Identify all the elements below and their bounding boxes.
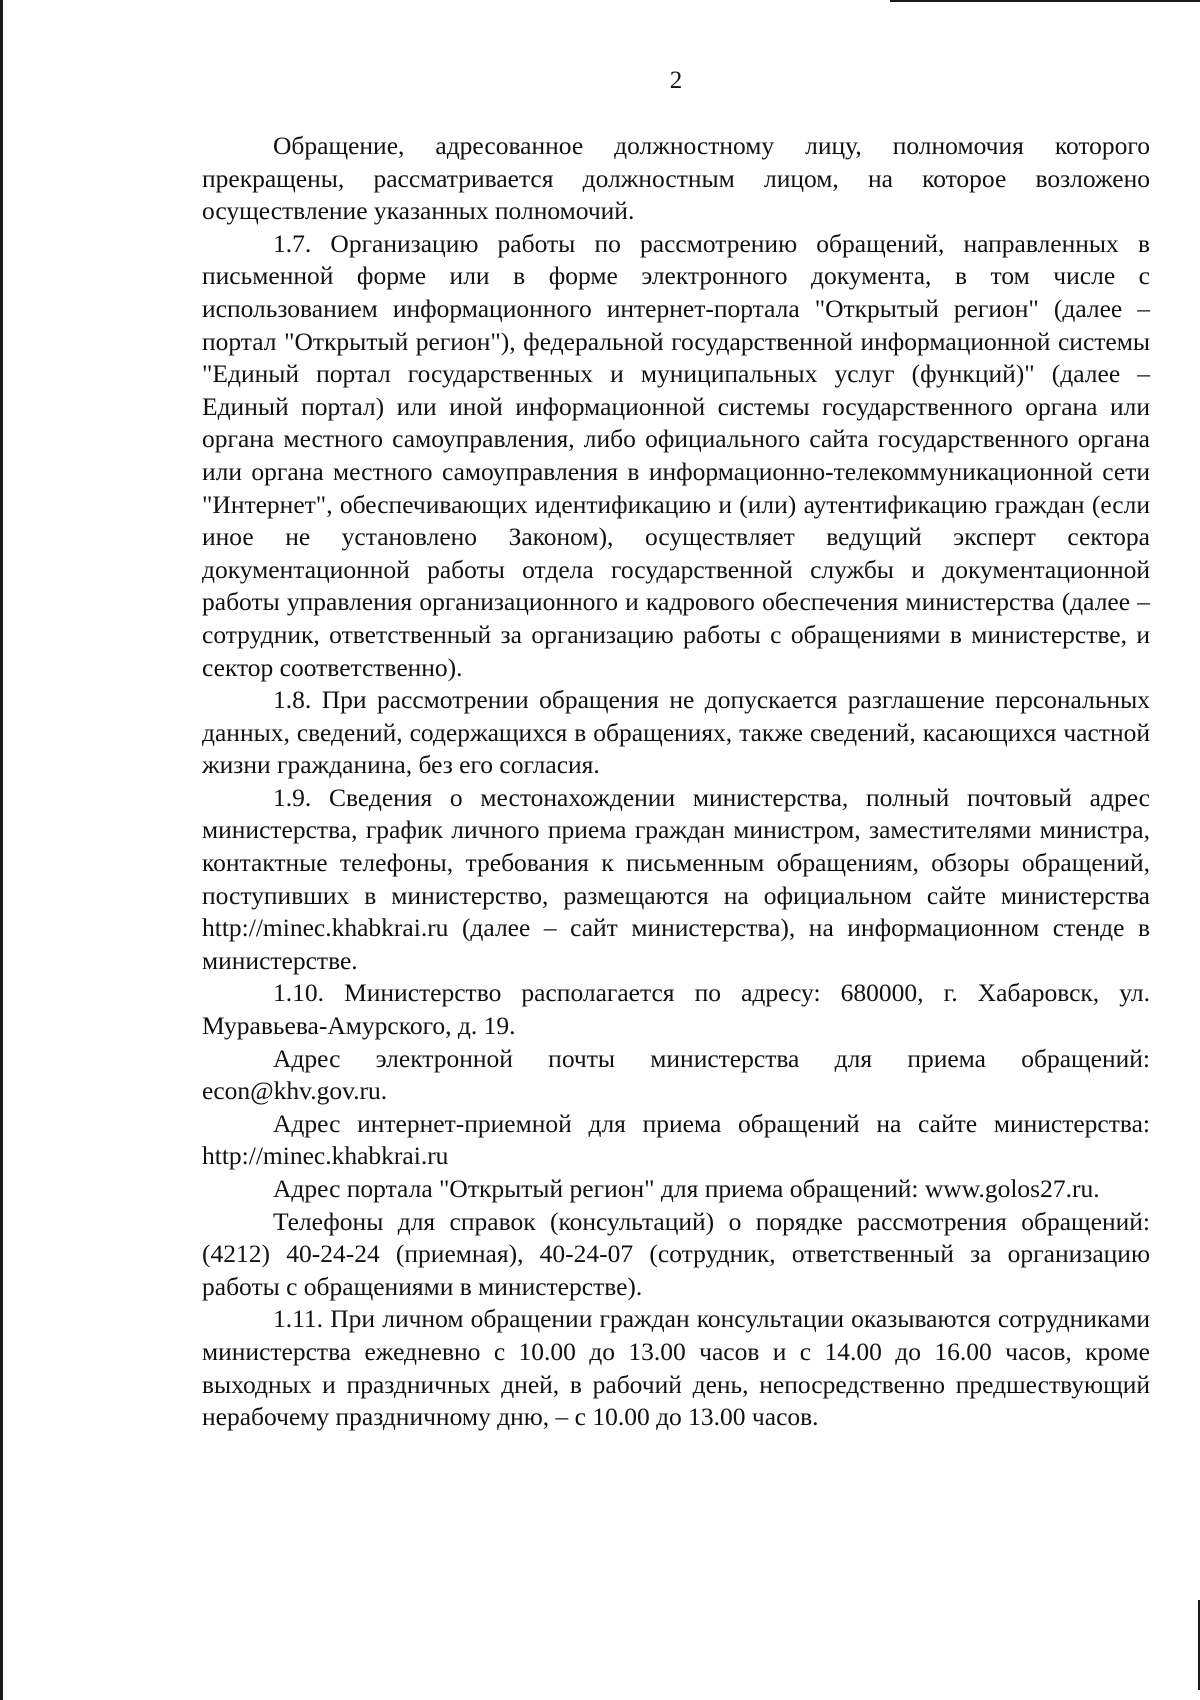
paragraph-phones: Телефоны для справок (консультаций) о порядке рассмотрения обращений: (4212) 40-24-24 (приемная), 40-24-07 (сотрудник, ответственный за организацию работы с обращениями в министерстве).: [202, 1206, 1150, 1301]
paragraph-internet-reception: Адрес интернет-приемной для приема обращений на сайте министерства: http://minec.khabkrai.ru: [202, 1108, 1150, 1171]
paragraph-1-7: 1.7. Организацию работы по рассмотрению обращений, направленных в письменной форме или в форме электронного документа, в том числе с использованием информационного интернет-портала "Открытый регион" (далее – портал "Открытый регион"), федеральной государственной информационной системы "Единый портал государственных и муниципальных услуг (функций)" (далее – Единый портал) или иной информационной системы государственного органа или органа местного самоуправления, либо официального сайта государственного органа или органа местного самоуправления в информационно-телекоммуникационной сети "Интернет", обеспечивающих идентификацию и (или) аутентификацию граждан (если иное не установлено Законом), осуществляет ведущий эксперт сектора документационной работы отдела государственной службы и документационной работы управления организационного и кадрового обеспечения министерства (далее – сотрудник, ответственный за организацию работы с обращениями в министерстве, и сектор соответственно).: [202, 228, 1150, 682]
paragraph-email: Адрес электронной почты министерства для приема обращений: econ@khv.gov.ru.: [202, 1043, 1150, 1106]
paragraph-appeal-official: Обращение, адресованное должностному лицу, полномочия которого прекращены, рассматривается должностным лицом, на которое возложено осуществление указанных полномочий.: [202, 131, 1150, 226]
paragraph-1-10: 1.10. Министерство располагается по адресу: 680000, г. Хабаровск, ул. Муравьева-Амурского, д. 19.: [202, 978, 1150, 1041]
scan-edge-left: [0, 0, 3, 1700]
paragraph-1-8: 1.8. При рассмотрении обращения не допускается разглашение персональных данных, сведений, содержащихся в обращениях, также сведений, касающихся частной жизни гражданина, без его согласия.: [202, 685, 1150, 780]
scan-edge-top: [890, 0, 1200, 2]
paragraph-1-11: 1.11. При личном обращении граждан консультации оказываются сотрудниками министерства ежедневно с 10.00 до 13.00 часов и с 14.00 до 16.00 часов, кроме выходных и праздничных дней, в рабочий день, непосредственно предшествующий нерабочему праздничному дню, – с 10.00 до 13.00 часов.: [202, 1304, 1150, 1432]
paragraph-1-9: 1.9. Сведения о местонахождении министерства, полный почтовый адрес министерства, график личного приема граждан министром, заместителями министра, контактные телефоны, требования к письменным обращениям, обзоры обращений, поступивших в министерство, размещаются на официальном сайте министерства http://minec.khabkrai.ru (далее – сайт министерства), на информационном стенде в министерстве.: [202, 782, 1150, 975]
paragraph-portal: Адрес портала "Открытый регион" для приема обращений: www.golos27.ru.: [273, 1174, 1100, 1203]
page-number: 2: [669, 67, 683, 94]
document-body: [202, 130, 1150, 1434]
